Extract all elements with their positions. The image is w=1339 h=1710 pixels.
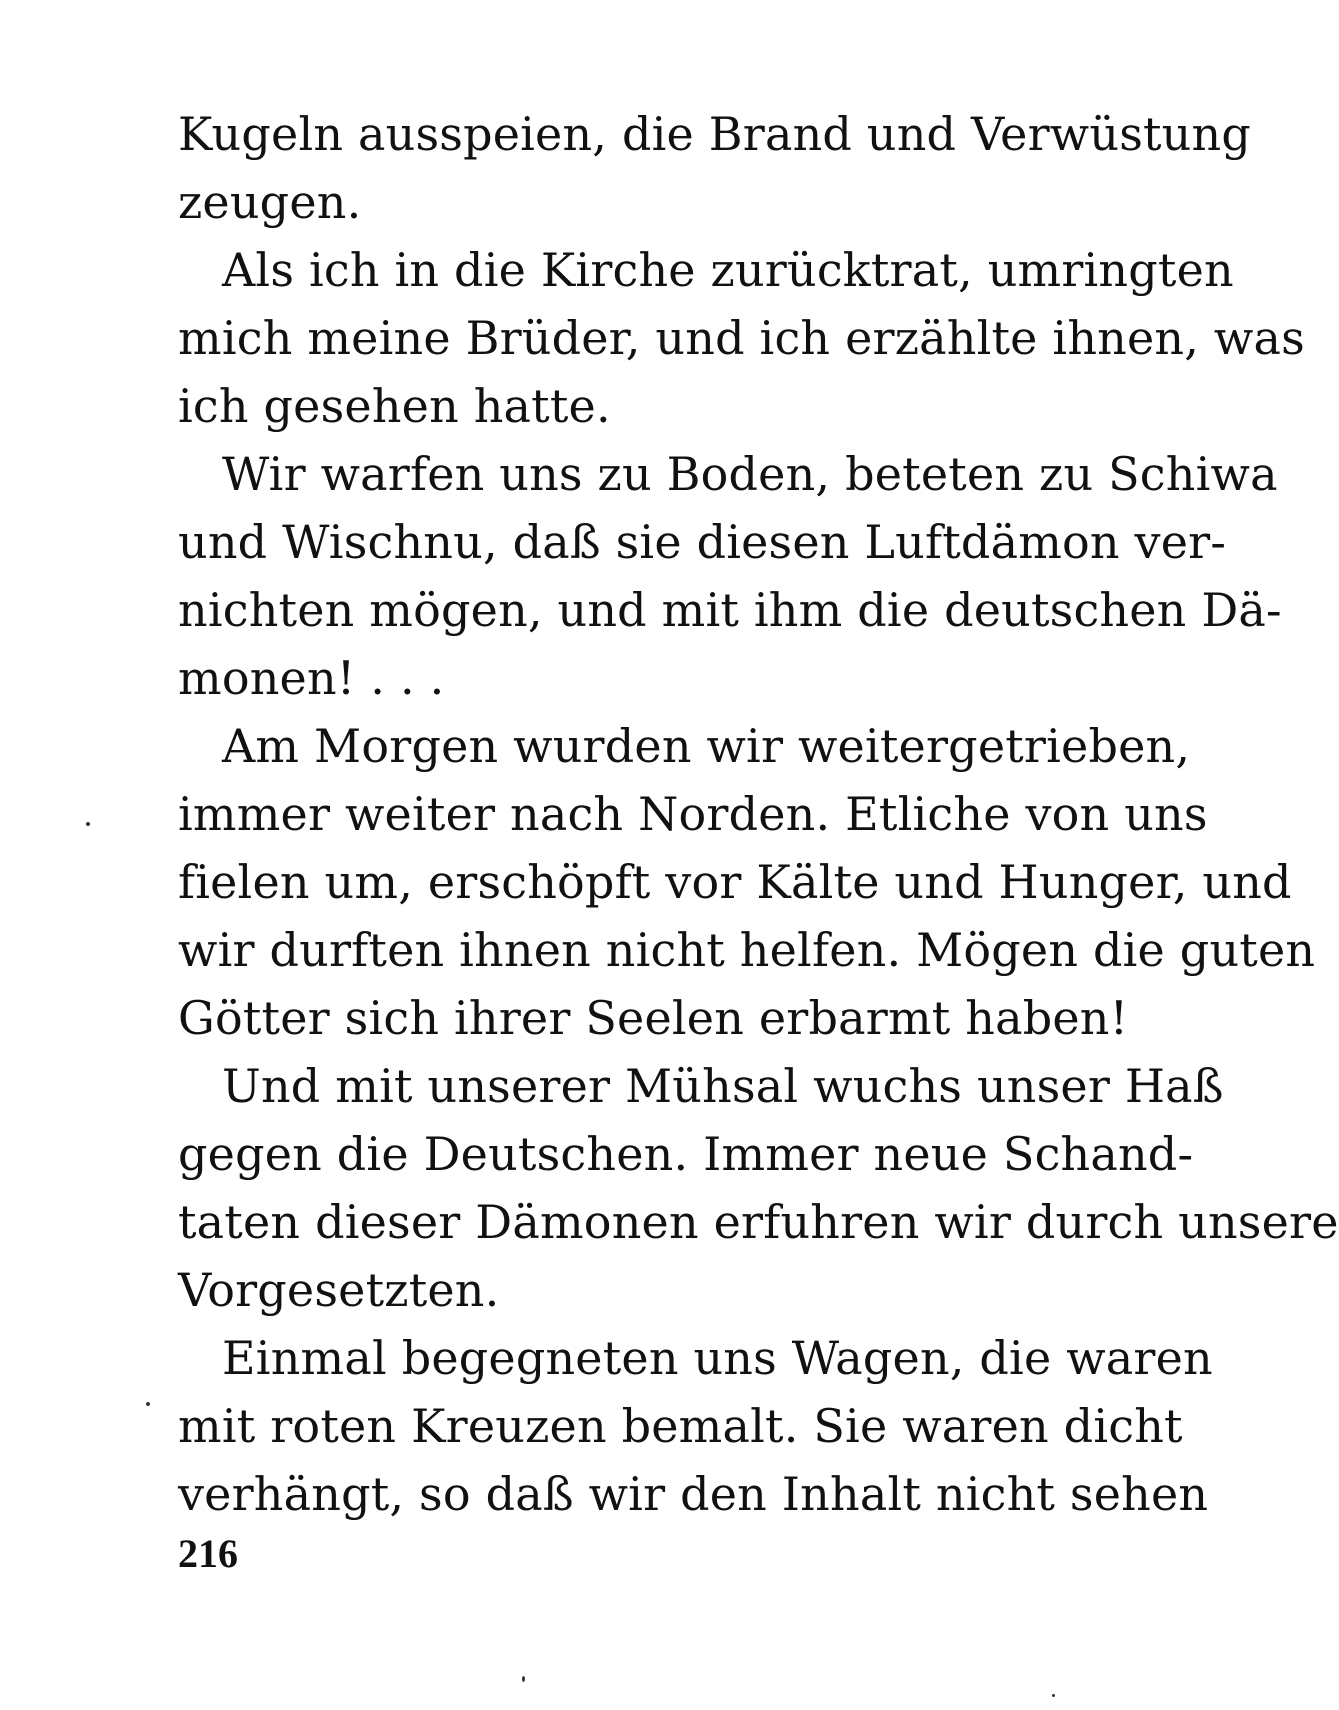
text-line: Wir warfen uns zu Boden, beteten zu Schiwa <box>222 447 1278 501</box>
scan-speck <box>146 1402 150 1406</box>
text-line: Und mit unserer Mühsal wuchs unser Haß <box>222 1059 1224 1113</box>
text-line: Als ich in die Kirche zurücktrat, umringten <box>222 243 1234 297</box>
text-line: mit roten Kreuzen bemalt. Sie waren dicht <box>178 1399 1183 1453</box>
text-line: Vorgesetzten. <box>178 1263 500 1317</box>
text-line: monen! . . . <box>178 651 445 705</box>
text-line: Götter sich ihrer Seelen erbarmt haben! <box>178 991 1129 1045</box>
scan-speck <box>86 822 90 826</box>
scan-speck <box>1052 1694 1055 1697</box>
text-line: taten dieser Dämonen erfuhren wir durch unsere <box>178 1195 1339 1249</box>
text-line: wir durften ihnen nicht helfen. Mögen die guten <box>178 923 1316 977</box>
text-line: verhängt, so daß wir den Inhalt nicht sehen <box>178 1467 1209 1521</box>
text-line: nichten mögen, und mit ihm die deutschen Dä- <box>178 583 1282 637</box>
scan-speck <box>522 1676 525 1682</box>
text-line: ich gesehen hatte. <box>178 379 611 433</box>
text-line: Am Morgen wurden wir weitergetrieben, <box>222 719 1191 773</box>
page-number: 216 <box>178 1531 238 1576</box>
text-line: und Wischnu, daß sie diesen Luftdämon ver- <box>178 515 1227 569</box>
text-line: Kugeln ausspeien, die Brand und Verwüstung <box>178 107 1251 161</box>
text-line: Einmal begegneten uns Wagen, die waren <box>222 1331 1213 1385</box>
text-line: immer weiter nach Norden. Etliche von uns <box>178 787 1208 841</box>
text-line: gegen die Deutschen. Immer neue Schand- <box>178 1127 1194 1181</box>
body-text <box>178 100 1339 1528</box>
text-line: zeugen. <box>178 175 362 229</box>
text-line: fielen um, erschöpft vor Kälte und Hunger, und <box>178 855 1292 909</box>
text-line: mich meine Brüder, und ich erzählte ihnen, was <box>178 311 1305 365</box>
